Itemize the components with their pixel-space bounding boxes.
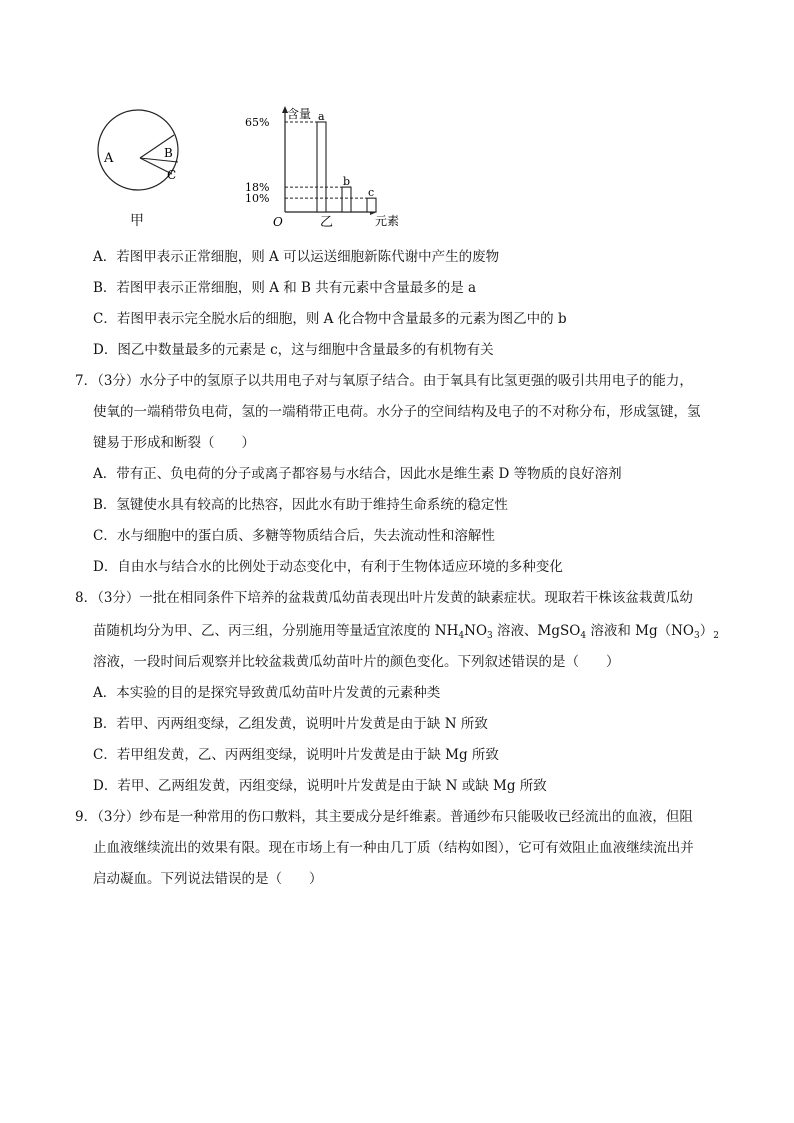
q7-option-c: C．水与细胞中的蛋白质、多糖等物质结合后，失去流动性和溶解性 (93, 528, 495, 544)
q7-option-d: D．自由水与结合水的比例处于动态变化中，有利于生物体适应环境的多种变化 (93, 559, 563, 575)
pie-chart (90, 100, 190, 210)
q8-option-a: A．本实验的目的是探究导致黄瓜幼苗叶片发黄的元素种类 (93, 685, 441, 701)
q8-option-b: B．若甲、丙两组变绿，乙组发黄，说明叶片发黄是由于缺 N 所致 (93, 716, 488, 732)
bar-caption: 乙 (320, 215, 334, 230)
bar-figure (245, 100, 420, 230)
q9-stem-line-2: 止血液继续流出的效果有限。现在市场上有一种由几丁质（结构如图），它可有效阻止血液继续流出并 (93, 840, 694, 856)
q6-option-a: A．若图甲表示正常细胞，则 A 可以运送细胞新陈代谢中产生的废物 (93, 249, 500, 265)
pie-label-b: B (164, 146, 173, 160)
y-axis-label: 含量 (287, 107, 312, 121)
q9-stem-line-3: 启动凝血。下列说法错误的是（ ） (93, 871, 323, 887)
pie-label-c: C (167, 168, 177, 182)
y-tick-label-c: 10% (245, 192, 270, 206)
x-axis-label: 元素 (375, 214, 400, 228)
bars-group (245, 110, 376, 212)
q9-stem-line-1: 9．（3分）纱布是一种常用的伤口敷料，其主要成分是纤维素。普通纱布只能吸收已经流出的血液，但阻 (75, 809, 693, 825)
q7-stem-line-1: 7．（3分）水分子中的氢原子以共用电子对与氧原子结合。由于氧具有比氢更强的吸引共用电子的能力， (75, 373, 693, 389)
bar-label-a: a (318, 110, 325, 123)
q7-option-b: B．氢键使水具有较高的比热容，因此水有助于维持生命系统的稳定性 (93, 497, 508, 513)
bar-b (342, 187, 351, 212)
pie-caption: 甲 (130, 213, 144, 229)
y-tick-label-a: 65% (245, 116, 270, 129)
pie-figure (90, 100, 190, 230)
q6-option-c: C．若图甲表示完全脱水后的细胞，则 A 化合物中含量最多的元素为图乙中的 b (93, 311, 567, 327)
origin-label: O (273, 215, 283, 229)
q8-option-d: D．若甲、乙两组发黄，丙组变绿，说明叶片发黄是由于缺 N 或缺 Mg 所致 (93, 778, 547, 794)
bar-c (367, 198, 376, 212)
q6-option-b: B．若图甲表示正常细胞，则 A 和 B 共有元素中含量最多的是 a (93, 280, 477, 296)
y-tick-label-b: 18% (245, 181, 270, 195)
bar-chart (245, 100, 420, 230)
bar-label-b: b (343, 175, 351, 189)
q7-stem-line-3: 键易于形成和断裂（ ） (93, 435, 255, 451)
q8-stem-line-3: 溶液，一段时间后观察并比较盆栽黄瓜幼苗叶片的颜色变化。下列叙述错误的是（ ） (93, 654, 620, 670)
q6-option-d: D．图乙中数量最多的元素是 c，这与细胞中含量最多的有机物有关 (93, 342, 494, 358)
bar-label-c: c (368, 186, 375, 200)
q8-stem-line-1: 8．（3分）一批在相同条件下培养的盆栽黄瓜幼苗表现出叶片发黄的缺素症状。现取若干株该盆栽黄瓜幼 (75, 590, 693, 606)
q7-stem-line-2: 使氧的一端稍带负电荷，氢的一端稍带正电荷。水分子的空间结构及电子的不对称分布，形成氢键，氢 (93, 404, 701, 420)
q8-stem-line-2: 苗随机均分为甲、乙、丙三组，分别施用等量适宜浓度的 $NH_4NO_3$ 溶液、MgSO$_4$ 溶液和 $Mg(NO_3)_2$ (93, 623, 719, 641)
q8-option-c: C．若甲组发黄，乙、丙两组变绿，说明叶片发黄是由于缺 Mg 所致 (93, 747, 499, 763)
q7-option-a: A．带有正、负电荷的分子或离子都容易与水结合，因此水是维生素 D 等物质的良好溶剂 (93, 466, 622, 482)
pie-label-a: A (104, 151, 114, 166)
figure-area (90, 100, 420, 230)
